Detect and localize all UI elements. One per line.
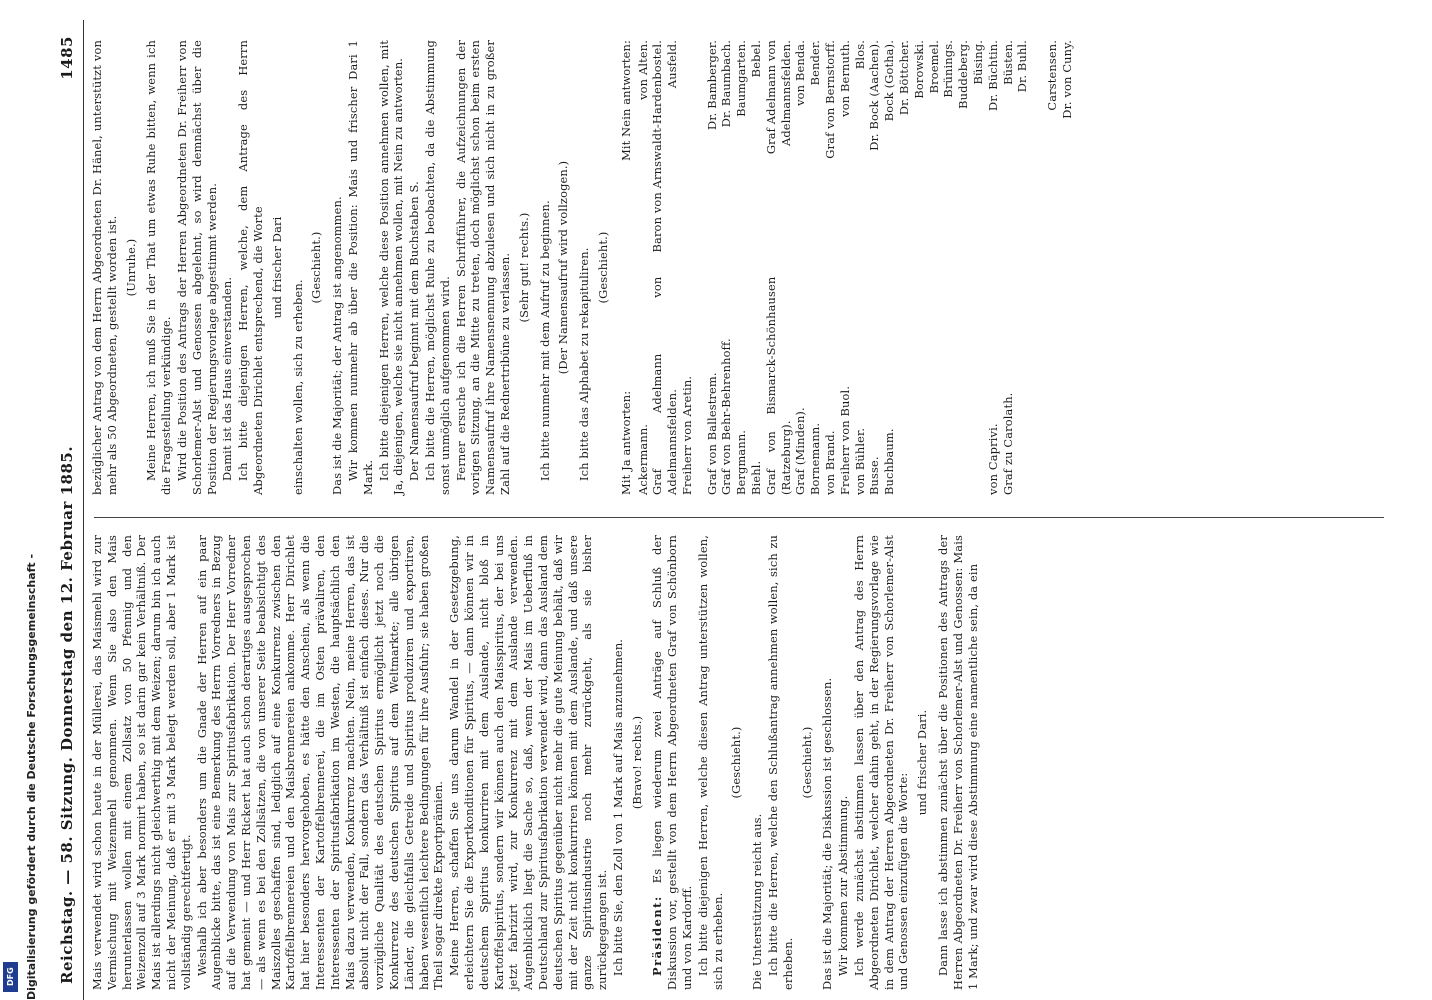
paragraph: Das ist die Majorität; der Antrag ist angenommen.	[330, 196, 345, 495]
paragraph: Wird die Position des Antrags der Herren Abgeordneten Dr. Freiherr von Schorlemer-Alst und Genossen abgelehnt, so wird demnächst über die Position der Regierungsvorlage abgestimmt werden.	[174, 40, 219, 495]
president-paragraph	[650, 535, 694, 990]
list-item: Bornemann.	[808, 422, 823, 495]
paragraph: Weshalb ich aber besonders um die Gnade der Herren auf ein paar Augenblicke bitte, das ist eine Bemerkung des Herrn Vorredners in Bezug auf die Verwendung von Mais zur Spiritusfabrikation. Der Herr Vorredner hat gemeint — und Herr Rickert hat auch schon derartiges ausgesprochen — als wenn es bei den Zollsätzen, die von unserer Seite beabsichtigt des Maiszolles geschaffen sind, lediglich auf eine Konkurrenz zwischen den Kartoffelbrennereien und den Maisbrennereien ankomme. Herr Dirichlet hat hier besonders hervorgehoben, es hätte den Anschein, als wenn die Interessenten der Kartoffelbrennerei, die im Osten prävaliren, den Interessenten der Spiritusfabrikation im Westen, die hauptsächlich den Mais dazu verwenden, Konkurrenz machten. Nein, meine Herren, das ist absolut nicht der Fall, sondern das Verhältniß ist einfach dieses. Nur die vorzügliche Qualität des deutschen Spiritus ermöglicht jetzt noch die Konkurrenz des deutschen Spiritus auf dem Weltmarkte; alle übrigen Länder, die gleichfalls Getreide und Spiritus produziren und exportiren, haben wesentlich leichtere Bedingungen für ihre Ausfuhr; sie haben großen Theil sogar direkte Exportprämien.	[194, 535, 446, 990]
paragraph: Ich bitte diejenigen Herren, welche, dem Antrage des Herrn Abgeordneten Dirichlet entsprechend, die Worte	[236, 40, 265, 495]
header-title: Reichstag. — 58. Sitzung. Donnerstag den 12. Februar 1885.	[57, 445, 76, 984]
interjection: (Sehr gut! rechts.)	[516, 212, 531, 323]
list-item	[941, 277, 956, 495]
paragraph: Wir kommen nunmehr ab über die Position: Mais und frischer Dari 1 Mark.	[345, 40, 375, 495]
paragraph: Ich bitte das Alphabet zu rekapituliren.	[577, 247, 592, 481]
paragraph: Mais verwendet wird schon heute in der Müllerei, das Maismehl wird zur Vermischung mit Weizenmehl genommen. Wenn Sie also den Mais herunterlassen wollen mit einem Zollsatz von 50 Pfennig und den Weizenzoll auf 3 Mark normirt haben, so ist darin gar kein Verhältniß. Der Mais ist allerdings nicht gleichwerthig mit dem Weizen; darum bin ich auch nicht der Meinung, daß er mit 3 Mark belegt werden soll, aber 1 Mark ist vollständig gerechtfertigt.	[90, 535, 193, 990]
list-item: Graf Adelmann von Adelmannsfelden.	[763, 40, 793, 155]
ja-heading: Mit Ja antworten:	[618, 390, 633, 495]
interjection: (Geschieht.)	[799, 726, 814, 799]
list-item: Freiherr von Aretin.	[679, 375, 694, 495]
list-item: Buddeberg.	[956, 40, 971, 109]
list-item: Bergmann.	[734, 429, 749, 495]
vote-intro-lists	[636, 40, 695, 495]
rotated-page-content	[50, 20, 1400, 1000]
list-item: Carstensen.	[1045, 40, 1060, 111]
list-item: Dr. Böttcher.	[897, 40, 912, 116]
list-item	[956, 277, 971, 495]
vote-name-lists	[705, 40, 1075, 495]
list-item: Dr. Bock (Aachen).	[867, 40, 882, 151]
nein-intro-list	[636, 40, 695, 258]
list-item: Baumgarten.	[734, 40, 749, 117]
list-item: Graf von Bernstorff.	[823, 40, 838, 159]
list-item: Bender.	[808, 40, 823, 86]
list-item: von Bühler.	[852, 427, 867, 495]
paragraph: Meine Herren, schaffen Sie uns darum Wandel in der Gesetzgebung, erleichtern Sie die Exportkonditionen für Spiritus, — dann können wir in deutschem Spiritus konkurriren mit dem Auslande, nicht bloß in Kartoffelspiritus, sondern wir können auch den Maisspiritus, der bei uns jetzt fabrizirt wird, zur Konkurrenz mit dem Auslande verwenden. Augenblicklich liegt die Sache so, daß, wenn der Mais im Ueberfluß in Deutschland zur Spiritusfabrikation verwendet wird, dann das Ausland dem deutschen Spiritus gegenüber nicht mehr die gute Meinung behält, daß wir mit der Zeit nicht konkurriren können mit dem Auslande, und daß unsere ganze Spiritusindustrie noch mehr zurückgeht, als sie bisher zurückgegangen ist.	[447, 535, 610, 990]
paragraph: Ich bitte Sie, den Zoll von 1 Mark auf Mais anzunehmen.	[610, 638, 625, 976]
right-column	[90, 40, 1390, 495]
paragraph-text: Es liegen wiederum zwei Anträge auf Schluß der Diskussion vor, gestellt von dem Herrn Abgeordneten Graf von Schönborn und von Kardorff.	[650, 535, 695, 990]
list-item: Busse.	[867, 456, 882, 495]
list-item	[897, 277, 912, 495]
paragraph: Ich bitte nunmehr mit dem Aufruf zu beginnen.	[537, 200, 552, 481]
paragraph: Dann lasse ich abstimmen zunächst über die Positionen des Antrags der Herren Abgeordneten Dr. Freiherr von Schorlemer-Alst und Genossen: Mais 1 Mark; und zwar wird diese Abstimmung eine namentliche sein, da ein	[936, 535, 980, 990]
list-item: Dr. Baumbach.	[719, 40, 734, 128]
list-item	[971, 277, 986, 495]
list-item: Blos.	[852, 40, 867, 70]
interjection: (Geschieht.)	[309, 231, 324, 304]
paragraph: Wir kommen zur Abstimmung.	[836, 795, 851, 976]
paragraph: Das ist die Majorität; die Diskussion ist geschlossen.	[820, 677, 835, 990]
list-item: Graf zu Carolath.	[1000, 392, 1015, 495]
nein-name-list	[705, 40, 1075, 258]
list-item: Graf Adelmann von Adelmannsfelden.	[650, 276, 680, 495]
page-header	[50, 20, 84, 1000]
list-item: Bebel.	[749, 40, 764, 78]
interjection: (Geschieht.)	[595, 231, 610, 304]
interjection: (Bravo! rechts.)	[629, 715, 644, 810]
page-number: 1485	[57, 36, 76, 80]
list-item: von Bernuth.	[837, 40, 852, 117]
paragraph: Der Namensaufruf beginnt mit dem Buchstaben S.	[407, 181, 422, 481]
nein-heading: Mit Nein antworten:	[618, 40, 633, 161]
list-item: Büsten.	[1000, 40, 1015, 85]
list-item: Büsing.	[971, 40, 986, 85]
list-item: von Benda.	[793, 40, 808, 106]
list-item: Graf von Ballestrem.	[704, 372, 719, 495]
ja-name-list	[705, 277, 1075, 495]
vote-headings	[619, 40, 634, 495]
interjection: (Geschieht.)	[729, 726, 744, 799]
footer-strip	[0, 0, 20, 1000]
list-item	[1030, 40, 1045, 258]
list-item: Bock (Gotha).	[882, 40, 897, 122]
list-item: von Brand.	[823, 430, 838, 495]
paragraph: einschalten wollen, sich zu erheben.	[290, 279, 305, 495]
list-item: Graf von Behr-Behrenhoff.	[719, 338, 734, 495]
list-item: Graf (Minden).	[793, 407, 808, 495]
list-item: Brünings.	[941, 40, 956, 98]
interjection: (Unruhe.)	[123, 238, 138, 297]
list-item: Biehl.	[749, 460, 764, 495]
list-item: Ackermann.	[635, 423, 650, 495]
digitization-credit: Digitalisierung gefördert durch die Deutsche Forschungsgemeinschaft -	[25, 553, 38, 1000]
paragraph: Ich bitte die Herren, möglichst Ruhe zu beobachten, da die Abstimmung sonst unmöglich aufgenommen wird.	[422, 40, 452, 495]
left-column	[90, 535, 1390, 990]
ja-intro-list	[636, 277, 695, 495]
list-item: von Caprivi.	[985, 423, 1000, 495]
list-item: Broemel.	[926, 40, 941, 94]
paragraph: bezüglicher Antrag von dem Herrn Abgeordneten Dr. Hänel, unterstützt von mehr als 50 Abgeordneten, gestellt worden ist.	[90, 40, 119, 495]
list-item: Baron von Arnswaldt-Hardenbostel.	[650, 40, 665, 253]
column-divider	[94, 517, 1384, 518]
speaker-label: Präsident:	[650, 895, 665, 976]
list-item: Dr. von Cuny.	[1059, 40, 1074, 119]
paragraph: Ich bitte diejenigen Herren, welche diesen Antrag unterstützen wollen, sich zu erheben.	[695, 535, 725, 990]
paragraph: Ich bitte diejenigen Herren, welche diese Position annehmen wollen, mit Ja, diejenigen, welche sie nicht annehmen wollen, mit Nein zu antworten.	[376, 40, 406, 495]
list-item: Freiherr von Buol.	[837, 385, 852, 495]
list-item: Dr. Bamberger.	[704, 40, 719, 130]
list-item: von Alten.	[635, 40, 650, 100]
paragraph: Ich bitte die Herren, welche den Schlußantrag annehmen wollen, sich zu erheben.	[766, 535, 795, 990]
list-item: Ausfeld.	[665, 40, 680, 89]
quoted-words: und frischer Dari	[269, 216, 284, 319]
list-item: Buchbaum.	[882, 428, 897, 495]
paragraph: Ich werde zunächst abstimmen lassen über den Antrag des Herrn Abgeordneten Dirichlet, welcher dahin geht, in der Regierungsvorlage wie in dem Antrag der Herren Abgeordneten Dr. Freiherr von Schorlemer-Alst und Genossen einzufügen die Worte:	[852, 535, 911, 990]
interjection: (Der Namensaufruf wird vollzogen.)	[556, 160, 571, 375]
paragraph: Ferner ersuche ich die Herren Schriftführer, die Aufzeichnungen der vorigen Sitzung, an die Mitte zu treten, doch möglichst schon beim ersten Namensaufruf ihre Namensnennung abzulesen und sich nicht in zu großer Zahl auf die Rednertribüne zu verlassen.	[453, 40, 512, 495]
list-item	[927, 277, 942, 495]
paragraph: Meine Herren, ich muß Sie in der That um etwas Ruhe bitten, wenn ich die Fragestellung verkündige.	[144, 40, 174, 495]
paragraph: Die Unterstützung reicht aus.	[750, 813, 765, 990]
list-item: Dr. Büchtin.	[985, 40, 1000, 111]
quoted-words: und frischer Dari.	[915, 709, 930, 816]
list-item: Borowski.	[911, 40, 926, 99]
list-item	[912, 277, 927, 495]
paragraph: Damit ist das Haus einverstanden.	[220, 276, 235, 481]
dfg-logo: DFG	[3, 962, 18, 992]
list-item: Dr. Buhl.	[1015, 40, 1030, 93]
list-item: Graf von Bismarck-Schönhausen (Ratzeburg).	[763, 276, 793, 495]
